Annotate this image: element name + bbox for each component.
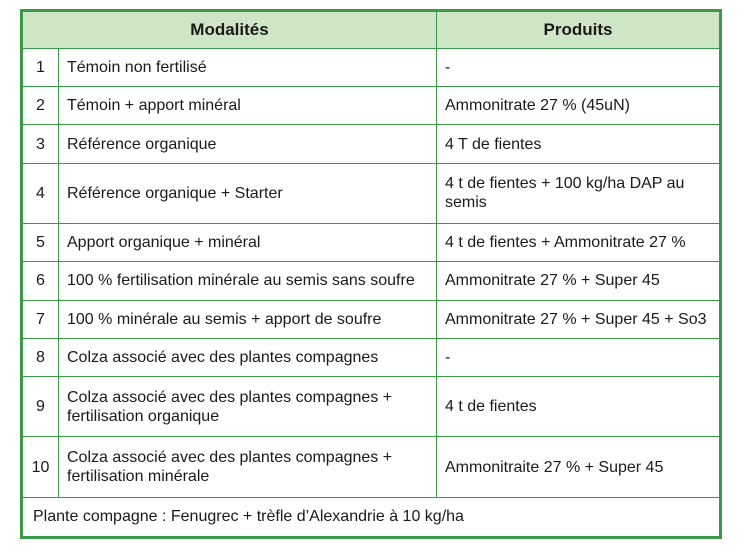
row-modalite: 100 % minérale au semis + apport de soufre bbox=[59, 300, 437, 338]
row-number: 4 bbox=[23, 163, 59, 223]
row-produit: Ammonitraite 27 % + Super 45 bbox=[437, 437, 720, 497]
row-modalite: 100 % fertilisation minérale au semis sans soufre bbox=[59, 262, 437, 300]
row-number: 2 bbox=[23, 87, 59, 125]
row-produit: 4 t de fientes + 100 kg/ha DAP au semis bbox=[437, 163, 720, 223]
row-produit: 4 t de fientes + Ammonitrate 27 % bbox=[437, 224, 720, 262]
row-produit: Ammonitrate 27 % + Super 45 bbox=[437, 262, 720, 300]
row-number: 5 bbox=[23, 224, 59, 262]
row-modalite: Témoin non fertilisé bbox=[59, 49, 437, 87]
row-produit: - bbox=[437, 338, 720, 376]
row-modalite: Colza associé avec des plantes compagnes bbox=[59, 338, 437, 376]
row-number: 3 bbox=[23, 125, 59, 163]
table-row bbox=[23, 300, 720, 338]
row-number: 9 bbox=[23, 377, 59, 437]
row-number: 7 bbox=[23, 300, 59, 338]
footer-note: Plante compagne : Fenugrec + trèfle d’Alexandrie à 10 kg/ha bbox=[23, 497, 720, 536]
header-modalites: Modalités bbox=[23, 12, 437, 49]
row-modalite: Colza associé avec des plantes compagnes + fertilisation organique bbox=[59, 377, 437, 437]
table-row bbox=[23, 87, 720, 125]
header-produits: Produits bbox=[437, 12, 720, 49]
table-header-row bbox=[23, 12, 720, 49]
row-modalite: Apport organique + minéral bbox=[59, 224, 437, 262]
table-footer-row bbox=[23, 497, 720, 536]
table-row bbox=[23, 437, 720, 497]
row-modalite: Colza associé avec des plantes compagnes + fertilisation minérale bbox=[59, 437, 437, 497]
fertilization-table bbox=[22, 11, 720, 537]
row-modalite: Référence organique bbox=[59, 125, 437, 163]
row-produit: Ammonitrate 27 % (45uN) bbox=[437, 87, 720, 125]
row-produit: 4 T de fientes bbox=[437, 125, 720, 163]
table-row bbox=[23, 49, 720, 87]
table-row bbox=[23, 224, 720, 262]
row-number: 1 bbox=[23, 49, 59, 87]
table-row bbox=[23, 377, 720, 437]
table-row bbox=[23, 125, 720, 163]
row-produit: - bbox=[437, 49, 720, 87]
row-modalite: Témoin + apport minéral bbox=[59, 87, 437, 125]
row-produit: Ammonitrate 27 % + Super 45 + So3 bbox=[437, 300, 720, 338]
row-modalite: Référence organique + Starter bbox=[59, 163, 437, 223]
table-row bbox=[23, 163, 720, 223]
row-produit: 4 t de fientes bbox=[437, 377, 720, 437]
table-row bbox=[23, 338, 720, 376]
fertilization-table-frame bbox=[20, 9, 722, 539]
row-number: 8 bbox=[23, 338, 59, 376]
row-number: 6 bbox=[23, 262, 59, 300]
table-row bbox=[23, 262, 720, 300]
row-number: 10 bbox=[23, 437, 59, 497]
